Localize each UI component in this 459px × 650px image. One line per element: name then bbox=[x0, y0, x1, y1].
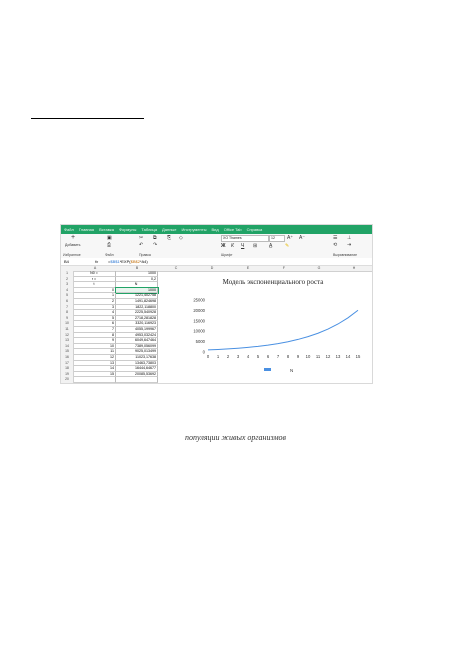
row-number[interactable]: 9 bbox=[61, 316, 74, 322]
row-number[interactable]: 7 bbox=[61, 305, 74, 311]
column-header-b[interactable]: B bbox=[135, 266, 139, 270]
cell-b[interactable]: 20085,53692 bbox=[116, 372, 158, 378]
x-tick-label: 4 bbox=[246, 354, 250, 359]
row-number[interactable]: 1 bbox=[61, 271, 74, 277]
ribbon-group-edit bbox=[139, 235, 189, 257]
formula-input[interactable] bbox=[108, 258, 148, 265]
x-tick-label: 10 bbox=[305, 354, 311, 359]
font-color-icon[interactable]: A̲ bbox=[269, 243, 273, 249]
column-header-h[interactable]: H bbox=[352, 266, 356, 270]
decrease-font-icon[interactable]: A⁻ bbox=[299, 235, 305, 241]
menu-view[interactable]: Вид bbox=[211, 227, 219, 232]
formula-prefix: = bbox=[108, 259, 111, 264]
series-line-n bbox=[208, 310, 358, 350]
spreadsheet-screenshot bbox=[60, 224, 373, 384]
y-tick-label: 20000 bbox=[193, 307, 205, 313]
add-button-label[interactable]: Добавить bbox=[65, 243, 81, 247]
cell-a[interactable]: t bbox=[74, 282, 116, 288]
ribbon-group-file bbox=[105, 235, 127, 257]
menu-bar bbox=[61, 225, 372, 234]
row-number[interactable]: 2 bbox=[61, 277, 74, 283]
growth-chart bbox=[178, 275, 368, 381]
column-header-g[interactable]: G bbox=[317, 266, 321, 270]
row-number[interactable]: 16 bbox=[61, 355, 74, 361]
cell-a[interactable]: 14 bbox=[74, 366, 116, 372]
cell-a[interactable]: 0 bbox=[74, 288, 116, 294]
cell-b[interactable]: 1822,118800 bbox=[116, 305, 158, 311]
cell-a[interactable]: 7 bbox=[74, 327, 116, 333]
x-tick-label: 0 bbox=[206, 354, 210, 359]
cut-icon[interactable]: ✂ bbox=[139, 235, 144, 241]
cell-a[interactable]: 8 bbox=[74, 333, 116, 339]
cell-a[interactable]: 11 bbox=[74, 349, 116, 355]
borders-icon[interactable]: ⊞ bbox=[253, 243, 258, 249]
column-header-a[interactable]: A bbox=[93, 266, 97, 270]
cell-a[interactable]: 10 bbox=[74, 344, 116, 350]
x-tick-label: 2 bbox=[226, 354, 230, 359]
font-size-select[interactable]: 12 bbox=[269, 235, 285, 242]
legend-swatch bbox=[264, 368, 271, 371]
column-header-f[interactable]: F bbox=[282, 266, 286, 270]
cell-a[interactable]: 9 bbox=[74, 338, 116, 344]
ribbon-group-favorites bbox=[63, 235, 91, 257]
cell-a[interactable]: 6 bbox=[74, 321, 116, 327]
formula-mid: *EXP( bbox=[119, 259, 131, 264]
x-tick-label: 1 bbox=[216, 354, 220, 359]
formula-ref-2: $B$2 bbox=[130, 259, 140, 264]
figure-caption: популяции живых организмов bbox=[185, 433, 287, 442]
save-icon[interactable]: ▣ bbox=[107, 235, 112, 241]
fx-icon[interactable]: fx bbox=[95, 259, 99, 264]
cell-b[interactable]: 7389,056099 bbox=[116, 344, 158, 350]
cell-b[interactable]: 1000 bbox=[116, 288, 158, 294]
x-tick-label: 14 bbox=[345, 354, 351, 359]
cell-b[interactable]: 1221,402758 bbox=[116, 293, 158, 299]
y-tick-label: 25000 bbox=[193, 297, 205, 303]
row-number[interactable]: 5 bbox=[61, 293, 74, 299]
ribbon-group-alignment bbox=[333, 235, 371, 257]
y-tick-label: 10000 bbox=[193, 328, 205, 334]
ribbon bbox=[61, 234, 372, 259]
menu-office-tab[interactable]: Office Tab bbox=[223, 227, 242, 232]
y-tick-label: 15000 bbox=[193, 318, 205, 324]
formula-ref-1: $B$1 bbox=[110, 259, 120, 264]
y-tick-label: 0 bbox=[202, 349, 205, 355]
x-tick-label: 15 bbox=[355, 354, 361, 359]
menu-help[interactable]: Справка bbox=[246, 227, 263, 232]
x-tick-label: 3 bbox=[236, 354, 240, 359]
x-tick-label: 6 bbox=[266, 354, 270, 359]
bold-button[interactable]: Ж bbox=[221, 243, 226, 249]
cell-a[interactable]: 2 bbox=[74, 299, 116, 305]
cell-b[interactable]: 3320,116923 bbox=[116, 321, 158, 327]
underline-button[interactable]: Ч bbox=[241, 243, 245, 249]
x-tick-label: 9 bbox=[296, 354, 300, 359]
row-number[interactable]: 20 bbox=[61, 377, 74, 383]
row-number[interactable]: 11 bbox=[61, 327, 74, 333]
group-label-file: Файл bbox=[105, 253, 114, 257]
group-label-favorites: Избранное bbox=[63, 253, 81, 257]
cell-a[interactable]: 4 bbox=[74, 310, 116, 316]
row-number[interactable]: 3 bbox=[61, 282, 74, 288]
menu-table[interactable]: Таблица bbox=[141, 227, 158, 232]
menu-formulas[interactable]: Формулы bbox=[118, 227, 137, 232]
menu-tools[interactable]: Инструменты bbox=[181, 227, 207, 232]
row-number[interactable]: 15 bbox=[61, 349, 74, 355]
x-tick-label: 11 bbox=[315, 354, 321, 359]
redo-icon[interactable]: ↷ bbox=[153, 242, 158, 248]
cell-b[interactable]: 16444,64677 bbox=[116, 366, 158, 372]
heading-underline bbox=[31, 118, 144, 119]
wrap-icon[interactable]: ⇥ bbox=[347, 242, 352, 248]
cell-b[interactable]: 1000 bbox=[116, 271, 158, 277]
group-label-font: Шрифт bbox=[221, 253, 233, 257]
row-number[interactable]: 10 bbox=[61, 321, 74, 327]
cell-b[interactable]: 9025,013499 bbox=[116, 349, 158, 355]
column-header-c[interactable]: C bbox=[174, 266, 178, 270]
menu-file[interactable]: Файл bbox=[64, 227, 74, 232]
clear-icon[interactable]: ◇ bbox=[179, 235, 183, 241]
add-icon[interactable]: + bbox=[71, 234, 76, 241]
cell-a[interactable]: N0 = bbox=[74, 271, 116, 277]
cell-reference-box[interactable]: B4 bbox=[64, 259, 69, 264]
row-number[interactable]: 19 bbox=[61, 372, 74, 378]
chart-title: Модель экспоненциального роста bbox=[222, 278, 324, 286]
legend-label: N bbox=[290, 368, 294, 373]
cell-a[interactable]: 12 bbox=[74, 355, 116, 361]
cell-b[interactable]: N bbox=[116, 282, 158, 288]
x-tick-label: 7 bbox=[276, 354, 280, 359]
x-tick-label: 5 bbox=[256, 354, 260, 359]
menu-insert[interactable]: Вставка bbox=[99, 227, 114, 232]
menu-home[interactable]: Главная bbox=[78, 227, 95, 232]
row-number[interactable]: 6 bbox=[61, 299, 74, 305]
group-label-alignment: Выравнивание bbox=[333, 253, 358, 257]
cell-a[interactable]: r = bbox=[74, 277, 116, 283]
row-number[interactable]: 13 bbox=[61, 338, 74, 344]
menu-data[interactable]: Данные bbox=[162, 227, 177, 232]
cell-b[interactable]: 4055,199967 bbox=[116, 327, 158, 333]
cell-a[interactable] bbox=[74, 377, 116, 383]
formula-bar bbox=[61, 258, 372, 266]
formula-suffix: *A4) bbox=[139, 259, 148, 264]
row-number[interactable]: 12 bbox=[61, 333, 74, 339]
cell-b[interactable]: 13463,73803 bbox=[116, 361, 158, 367]
copy-icon[interactable]: ⧉ bbox=[153, 235, 157, 241]
cell-a[interactable]: 3 bbox=[74, 305, 116, 311]
cell-b[interactable]: 11023,17638 bbox=[116, 355, 158, 361]
ribbon-group-font bbox=[221, 235, 329, 257]
group-label-edit: Правка bbox=[139, 253, 151, 257]
cell-b[interactable]: 2718,281828 bbox=[116, 316, 158, 322]
x-tick-label: 13 bbox=[335, 354, 341, 359]
cell-b[interactable]: 1491,824698 bbox=[116, 299, 158, 305]
font-name-select[interactable]: XO Thames bbox=[221, 235, 269, 242]
column-header-e[interactable]: E bbox=[246, 266, 250, 270]
valign-icon[interactable]: ⊥ bbox=[347, 235, 352, 241]
cell-b[interactable]: 4953,032424 bbox=[116, 333, 158, 339]
cell-b[interactable] bbox=[116, 377, 158, 383]
increase-font-icon[interactable]: A⁺ bbox=[287, 235, 293, 241]
x-tick-label: 8 bbox=[286, 354, 290, 359]
fill-color-icon[interactable]: ✎ bbox=[285, 243, 290, 249]
row-number[interactable]: 18 bbox=[61, 366, 74, 372]
cell-b[interactable]: 0,2 bbox=[116, 277, 158, 283]
align-icon[interactable]: ☰ bbox=[333, 235, 338, 241]
cell-a[interactable]: 1 bbox=[74, 293, 116, 299]
row-number[interactable]: 8 bbox=[61, 310, 74, 316]
undo-icon[interactable]: ↶ bbox=[139, 242, 144, 248]
cell-b[interactable]: 2225,540928 bbox=[116, 310, 158, 316]
row-number[interactable]: 4 bbox=[61, 288, 74, 294]
x-tick-label: 12 bbox=[325, 354, 331, 359]
italic-button[interactable]: К bbox=[231, 243, 234, 249]
column-header-d[interactable]: D bbox=[210, 266, 214, 270]
cell-a[interactable]: 15 bbox=[74, 372, 116, 378]
row-number[interactable]: 17 bbox=[61, 361, 74, 367]
cell-a[interactable]: 13 bbox=[74, 361, 116, 367]
row-number[interactable]: 14 bbox=[61, 344, 74, 350]
cell-b[interactable]: 6049,647464 bbox=[116, 338, 158, 344]
y-tick-label: 5000 bbox=[195, 339, 205, 345]
cell-a[interactable]: 5 bbox=[74, 316, 116, 322]
orientation-icon[interactable]: ⟲ bbox=[333, 242, 338, 248]
paste-icon[interactable]: ⎘ bbox=[167, 235, 172, 241]
print-icon[interactable]: ⎙ bbox=[107, 242, 112, 248]
